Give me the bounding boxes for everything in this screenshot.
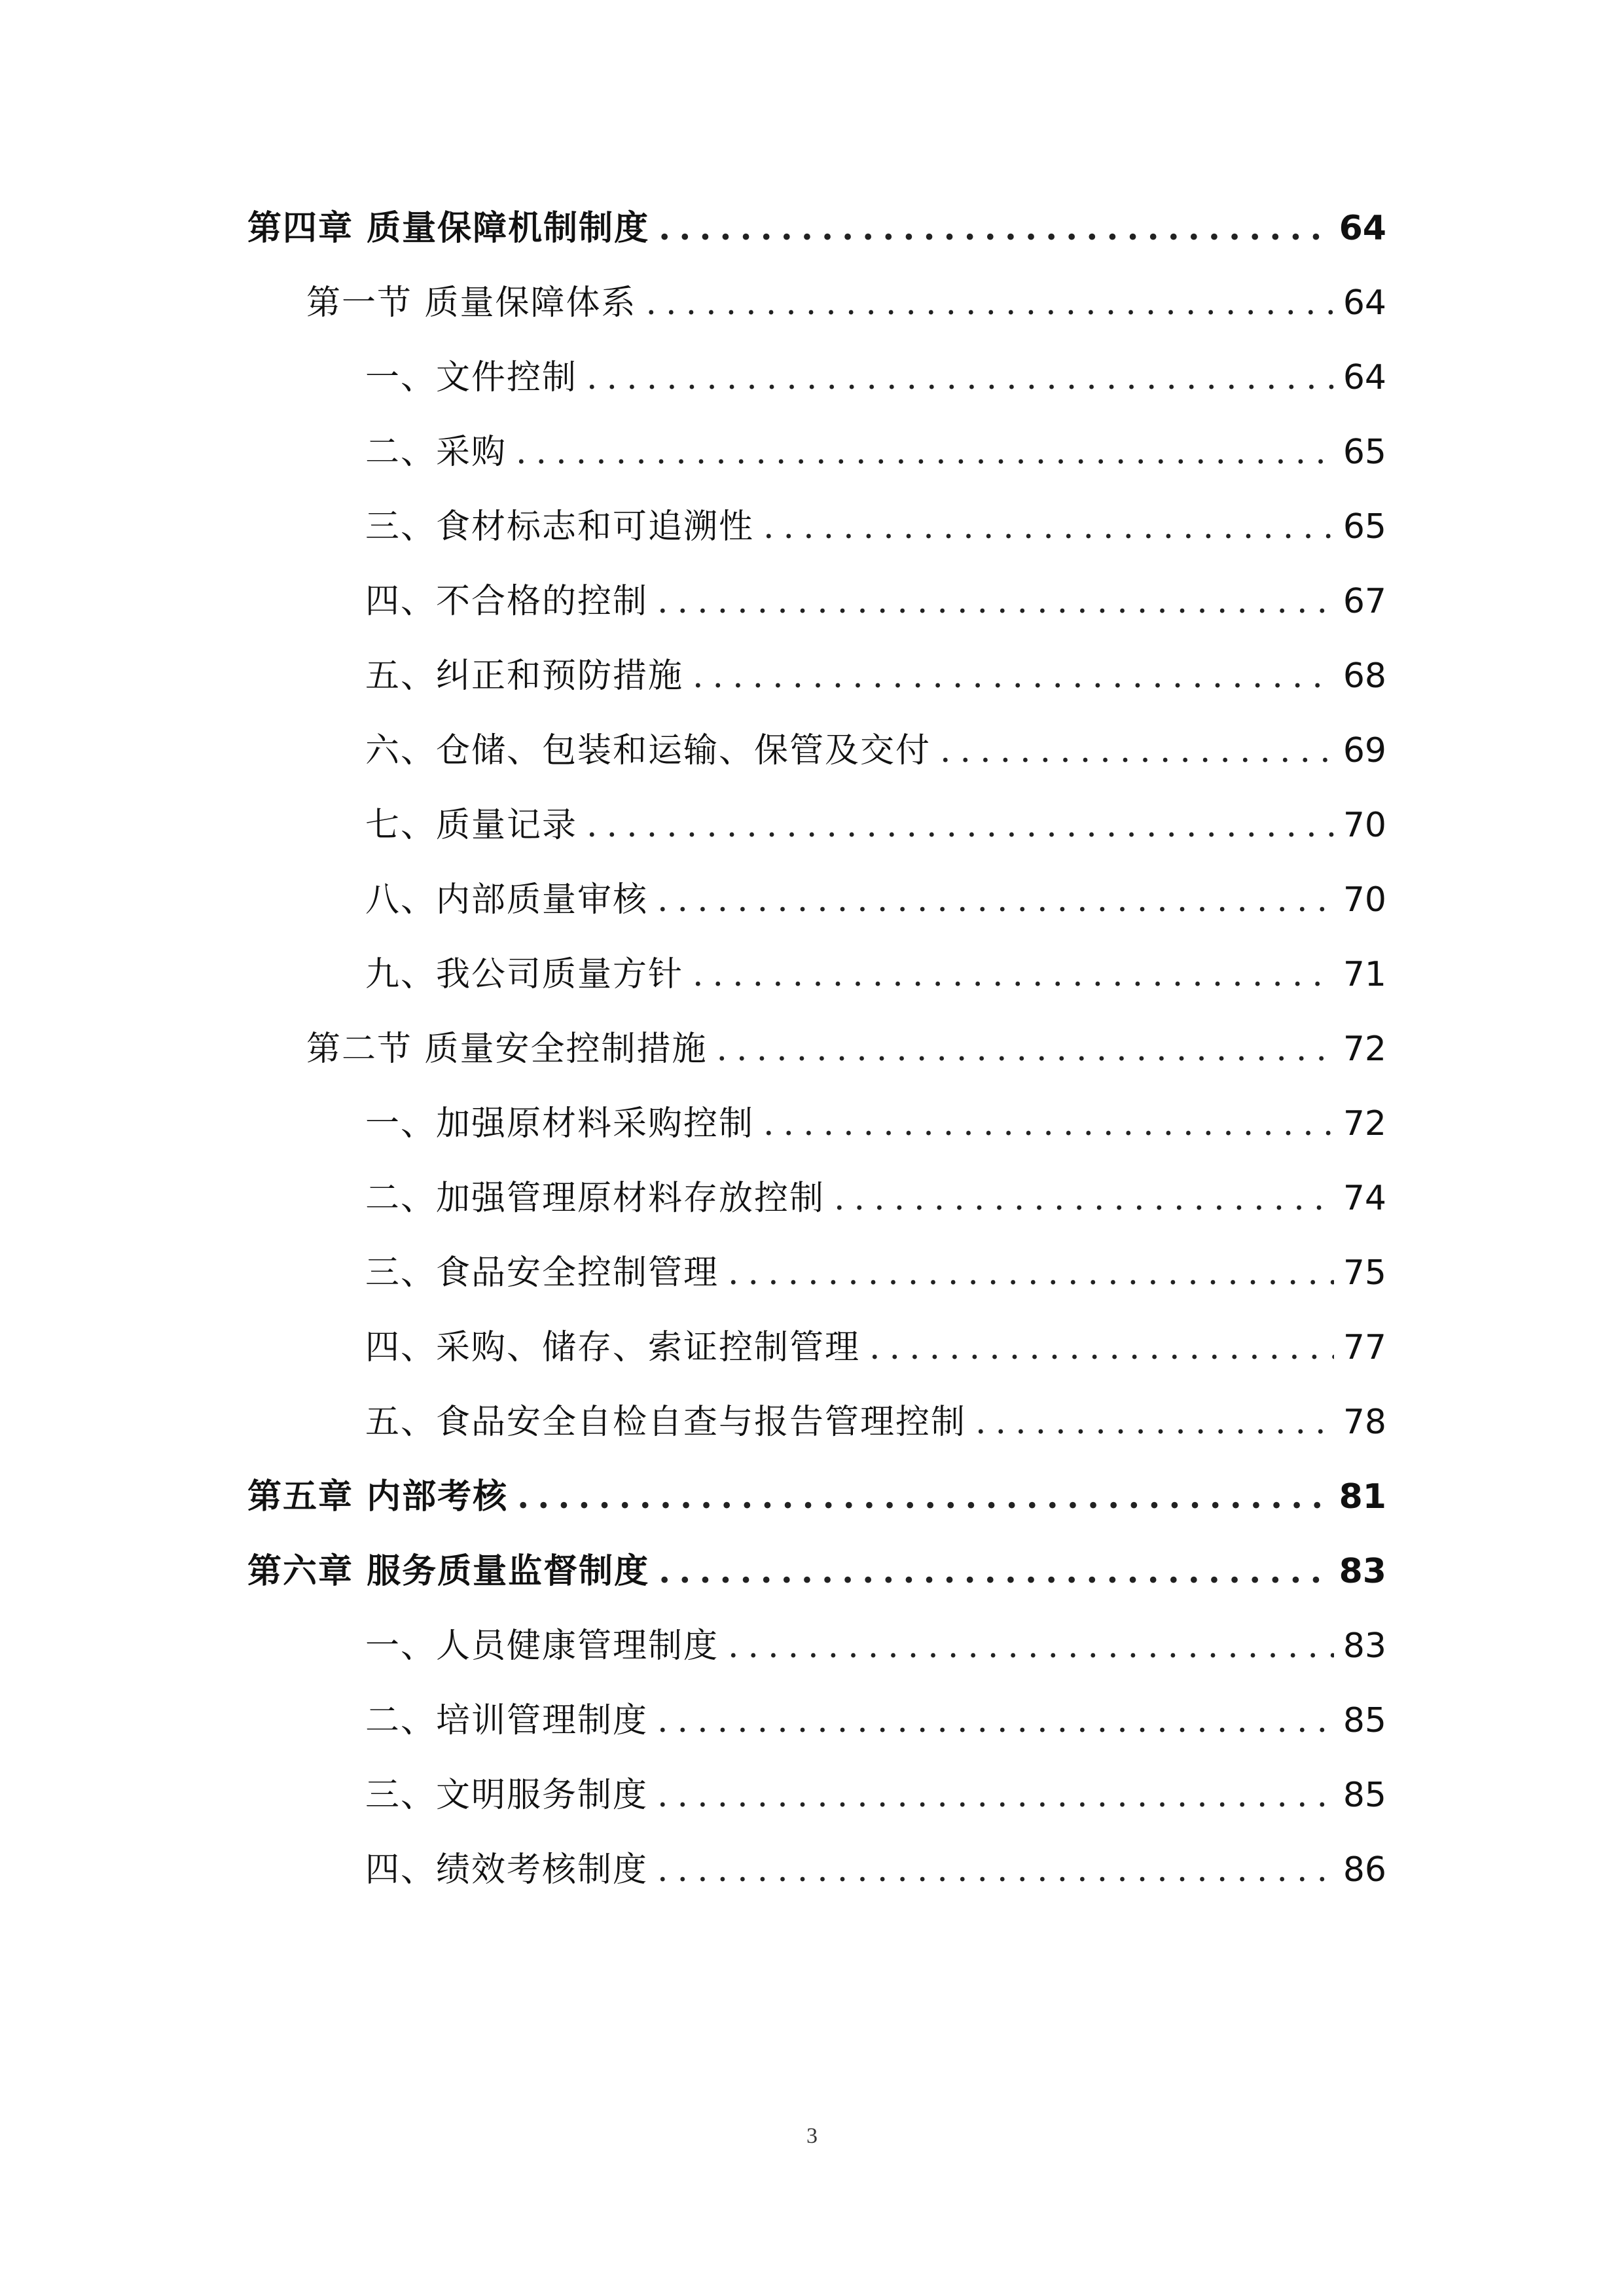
toc-dot-leader bbox=[659, 1534, 1330, 1609]
toc-entry-title: 五、食品安全自检自查与报告管理控制 bbox=[365, 1403, 967, 1442]
toc-dot-leader bbox=[646, 266, 1334, 340]
toc-entry-title: 四、绩效考核制度 bbox=[365, 1850, 649, 1890]
toc-chapter-entry[interactable] bbox=[247, 1534, 1386, 1609]
toc-entry-page: 67 bbox=[1343, 582, 1386, 621]
toc-item-entry[interactable] bbox=[247, 1385, 1386, 1460]
toc-dot-leader bbox=[586, 340, 1334, 415]
toc-entry-page: 68 bbox=[1343, 656, 1386, 696]
toc-entry-page: 86 bbox=[1343, 1850, 1386, 1890]
toc-entry-page: 65 bbox=[1343, 507, 1386, 547]
toc-dot-leader bbox=[717, 1012, 1334, 1086]
toc-entry-page: 85 bbox=[1343, 1701, 1386, 1740]
toc-item-entry[interactable] bbox=[247, 863, 1386, 937]
toc-entry-page: 64 bbox=[1343, 283, 1386, 323]
toc-entry-title: 七、质量记录 bbox=[365, 806, 578, 845]
toc-entry-page: 70 bbox=[1343, 880, 1386, 920]
toc-entry-title: 三、食材标志和可追溯性 bbox=[365, 507, 755, 547]
toc-item-entry[interactable] bbox=[247, 1310, 1386, 1385]
page-number: 3 bbox=[806, 2124, 818, 2148]
toc-entry-page: 64 bbox=[1339, 209, 1386, 248]
toc-entry-title: 四、采购、储存、索证控制管理 bbox=[365, 1328, 861, 1367]
toc-item-entry[interactable] bbox=[247, 340, 1386, 415]
toc-dot-leader bbox=[763, 490, 1334, 564]
toc-item-entry[interactable] bbox=[247, 564, 1386, 639]
toc-entry-page: 75 bbox=[1343, 1253, 1386, 1293]
toc-entry-title: 四、不合格的控制 bbox=[365, 582, 649, 621]
toc-entry-title: 第二节 质量安全控制措施 bbox=[306, 1030, 708, 1069]
toc-dot-leader bbox=[693, 937, 1334, 1012]
toc-chapter-entry[interactable] bbox=[247, 191, 1386, 266]
toc-dot-leader bbox=[657, 564, 1334, 639]
toc-entry-title: 六、仓储、包装和运输、保管及交付 bbox=[365, 731, 931, 770]
toc-item-entry[interactable] bbox=[247, 1086, 1386, 1161]
toc-entry-title: 二、培训管理制度 bbox=[365, 1701, 649, 1740]
toc-dot-leader bbox=[657, 1833, 1334, 1907]
toc-item-entry[interactable] bbox=[247, 1609, 1386, 1683]
toc-entry-title: 五、纠正和预防措施 bbox=[365, 656, 684, 696]
toc-dot-leader bbox=[728, 1609, 1334, 1683]
toc-item-entry[interactable] bbox=[247, 415, 1386, 490]
toc-entry-page: 85 bbox=[1343, 1776, 1386, 1815]
toc-entry-title: 二、加强管理原材料存放控制 bbox=[365, 1179, 825, 1218]
toc-entry-title: 第五章 内部考核 bbox=[247, 1477, 509, 1516]
toc-dot-leader bbox=[869, 1310, 1334, 1385]
toc-entry-page: 77 bbox=[1343, 1328, 1386, 1367]
toc-dot-leader bbox=[834, 1161, 1334, 1236]
toc-entry-page: 71 bbox=[1343, 955, 1386, 994]
toc-dot-leader bbox=[763, 1086, 1334, 1161]
toc-section-entry[interactable] bbox=[247, 1012, 1386, 1086]
toc-entry-page: 64 bbox=[1343, 358, 1386, 397]
toc-item-entry[interactable] bbox=[247, 1758, 1386, 1833]
toc-entry-page: 74 bbox=[1343, 1179, 1386, 1218]
toc-entry-title: 第一节 质量保障体系 bbox=[306, 283, 637, 323]
toc-item-entry[interactable] bbox=[247, 1161, 1386, 1236]
toc-entry-title: 二、采购 bbox=[365, 433, 507, 472]
toc-dot-leader bbox=[517, 1460, 1330, 1534]
toc-dot-leader bbox=[657, 1683, 1334, 1758]
toc-item-entry[interactable] bbox=[247, 1683, 1386, 1758]
toc-item-entry[interactable] bbox=[247, 937, 1386, 1012]
toc-entry-page: 83 bbox=[1339, 1552, 1386, 1591]
toc-entry-page: 70 bbox=[1343, 806, 1386, 845]
toc-section-entry[interactable] bbox=[247, 266, 1386, 340]
toc-item-entry[interactable] bbox=[247, 639, 1386, 713]
toc-dot-leader bbox=[693, 639, 1334, 713]
toc-entry-page: 72 bbox=[1343, 1104, 1386, 1143]
toc-entry-page: 65 bbox=[1343, 433, 1386, 472]
toc-entry-title: 一、加强原材料采购控制 bbox=[365, 1104, 755, 1143]
toc-entry-title: 第六章 服务质量监督制度 bbox=[247, 1551, 650, 1591]
toc-item-entry[interactable] bbox=[247, 788, 1386, 863]
toc-item-entry[interactable] bbox=[247, 713, 1386, 788]
toc-entry-title: 三、文明服务制度 bbox=[365, 1776, 649, 1815]
toc-entry-title: 九、我公司质量方针 bbox=[365, 955, 684, 994]
toc-dot-leader bbox=[516, 415, 1334, 490]
toc-item-entry[interactable] bbox=[247, 1833, 1386, 1907]
toc-entry-title: 一、文件控制 bbox=[365, 358, 578, 397]
toc-entry-title: 八、内部质量审核 bbox=[365, 880, 649, 920]
toc-entry-page: 83 bbox=[1343, 1626, 1386, 1666]
toc-dot-leader bbox=[657, 1758, 1334, 1833]
toc-entry-page: 69 bbox=[1343, 731, 1386, 770]
toc-dot-leader bbox=[940, 713, 1334, 788]
toc-entry-title: 第四章 质量保障机制制度 bbox=[247, 208, 650, 248]
toc-dot-leader bbox=[728, 1236, 1334, 1310]
toc-item-entry[interactable] bbox=[247, 490, 1386, 564]
toc-item-entry[interactable] bbox=[247, 1236, 1386, 1310]
toc-dot-leader bbox=[586, 788, 1334, 863]
toc-entry-title: 三、食品安全控制管理 bbox=[365, 1253, 719, 1293]
toc-entry-page: 81 bbox=[1339, 1477, 1386, 1516]
toc-entry-title: 一、人员健康管理制度 bbox=[365, 1626, 719, 1666]
toc-dot-leader bbox=[657, 863, 1334, 937]
toc-entry-page: 78 bbox=[1343, 1403, 1386, 1442]
toc-entry-page: 72 bbox=[1343, 1030, 1386, 1069]
toc-dot-leader bbox=[659, 191, 1330, 266]
toc-chapter-entry[interactable] bbox=[247, 1460, 1386, 1534]
table-of-contents bbox=[247, 191, 1386, 1907]
toc-dot-leader bbox=[975, 1385, 1334, 1460]
